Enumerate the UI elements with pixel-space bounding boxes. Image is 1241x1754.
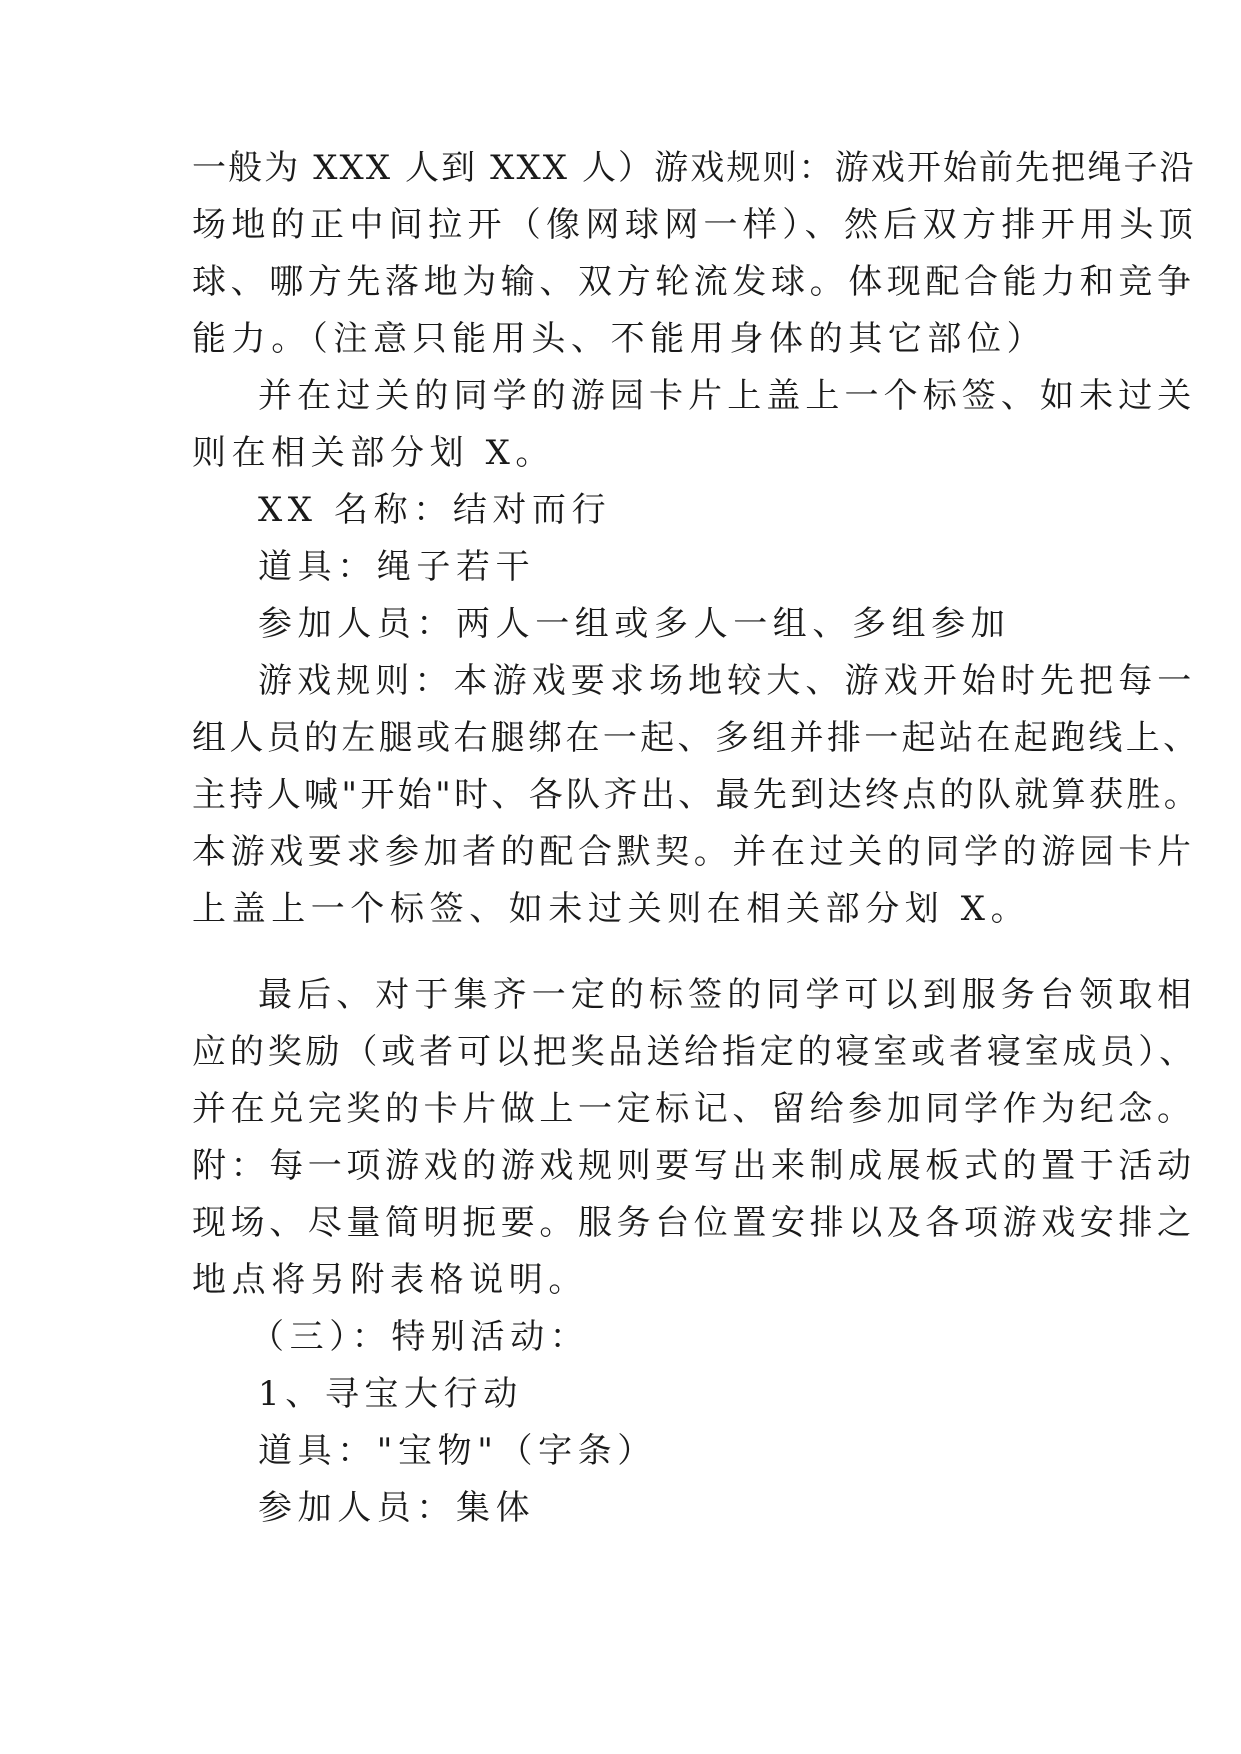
text-line-17: 并在兑完奖的卡片做上一定标记、留给参加同学作为纪念。 (192, 1089, 1196, 1129)
text-line-13: 本游戏要求参加者的配合默契。并在过关的同学的游园卡片 (192, 832, 1196, 872)
text-line-19: 现场、尽量简明扼要。服务台位置安排以及各项游戏安排之 (192, 1203, 1196, 1243)
text-line-8: 道具：绳子若干 (258, 547, 536, 587)
text-line-23: 道具："宝物"（字条） (258, 1431, 657, 1471)
text-line-9: 参加人员：两人一组或多人一组、多组参加 (258, 604, 1011, 644)
text-line-3: 球、哪方先落地为输、双方轮流发球。体现配合能力和竞争 (192, 262, 1196, 302)
text-line-4: 能力。（注意只能用头、不能用身体的其它部位） (192, 319, 1047, 359)
text-line-14: 上盖上一个标签、如未过关则在相关部分划 X。 (192, 889, 1031, 929)
text-line-15: 最后、对于集齐一定的标签的同学可以到服务台领取相 (258, 975, 1197, 1015)
text-line-18: 附：每一项游戏的游戏规则要写出来制成展板式的置于活动 (192, 1146, 1196, 1186)
text-line-10: 游戏规则：本游戏要求场地较大、游戏开始时先把每一 (258, 661, 1197, 701)
text-line-5: 并在过关的同学的游园卡片上盖上一个标签、如未过关 (258, 376, 1197, 416)
text-line-2: 场地的正中间拉开（像网球网一样）、然后双方排开用头顶 (192, 205, 1199, 245)
text-line-24: 参加人员：集体 (258, 1488, 536, 1528)
text-line-1: 一般为 XXX 人到 XXX 人）游戏规则：游戏开始前先把绳子沿 (192, 148, 1196, 188)
text-line-16: 应的奖励（或者可以把奖品送给指定的寝室或者寝室成员）、 (192, 1032, 1197, 1072)
text-line-21: （三）：特别活动： (250, 1317, 590, 1357)
text-line-7: XX 名称：结对而行 (258, 490, 612, 530)
text-line-20: 地点将另附表格说明。 (192, 1260, 588, 1300)
text-line-12: 主持人喊"开始"时、各队齐出、最先到达终点的队就算获胜。 (192, 775, 1202, 815)
text-line-6: 则在相关部分划 X。 (192, 433, 556, 473)
text-line-22: 1、寻宝大行动 (258, 1374, 523, 1414)
text-line-11: 组人员的左腿或右腿绑在一起、多组并排一起站在起跑线上、 (192, 718, 1201, 758)
